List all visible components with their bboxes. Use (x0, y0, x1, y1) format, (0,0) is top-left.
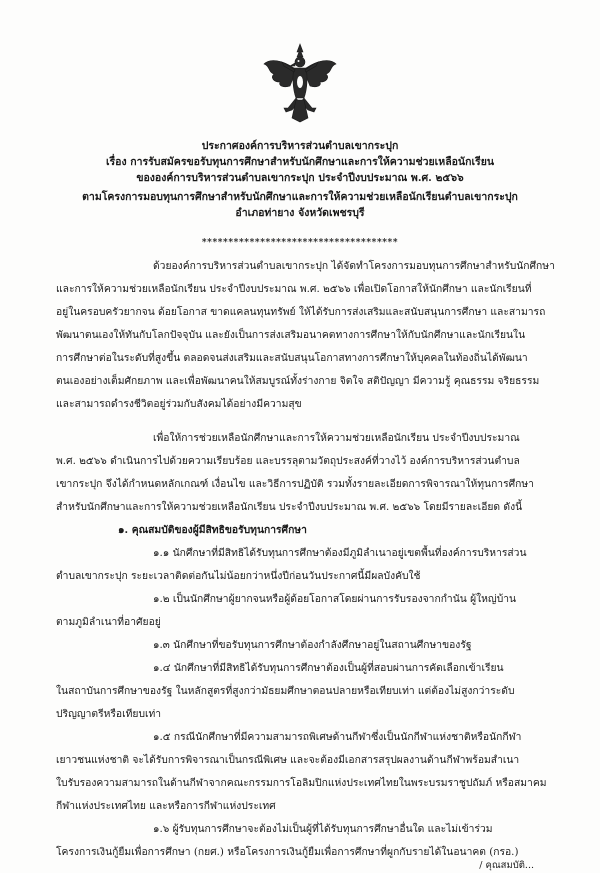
list-item: ๑.๔ นักศึกษาที่มีสิทธิได้รับทุนการศึกษาต้องเป็นผู้ที่สอบผ่านการคัดเลือกเข้าเรียน (153, 662, 504, 674)
paragraph-line: การศึกษาต่อในระดับที่สูงขึ้น ตลอดจนส่งเสริมและสนับสนุนโอกาสทางการศึกษาให้บุคคลในท้องถิ่นได้พัฒนา (56, 352, 528, 364)
list-item: ในสถาบันการศึกษาของรัฐ ในหลักสูตรที่สูงกว่ามัธยมศึกษาตอนปลายหรือเทียบเท่า แต่ต้องไม่สูงกว่าระดับ (56, 685, 515, 697)
paragraph-line: สำหรับนักศึกษาและการให้ความช่วยเหลือนักเรียน ประจำปีงบประมาณ พ.ศ. ๒๕๖๖ โดยมีรายละเอียด ดังนี้ (56, 501, 523, 513)
list-item: ๑.๓ นักศึกษาที่ขอรับทุนการศึกษาต้องกำลังศึกษาอยู่ในสถานศึกษาของรัฐ (153, 639, 472, 651)
paragraph-line: และสามารถดำรงชีวิตอยู่ร่วมกับสังคมได้อย่างมีความสุข (56, 398, 302, 410)
continuation-note: / คุณสมบัติ... (479, 860, 534, 871)
list-item: โครงการเงินกู้ยืมเพื่อการศึกษา (กยศ.) หรือโครงการเงินกู้ยืมเพื่อการศึกษาที่ผูกกับรายได้ในอนาคต (กรอ.) (56, 846, 519, 858)
paragraph-line: ตนเองอย่างเต็มศักยภาพ และเพื่อพัฒนาคนให้สมบูรณ์ทั้งร่างกาย จิตใจ สติปัญญา มีความรู้ คุณธรรม จริยธรรม (56, 375, 540, 387)
subject-line-2: ขององค์การบริหารส่วนตำบลเขากระปุก ประจำปีงบประมาณ พ.ศ. ๒๕๖๖ (136, 172, 464, 184)
section-heading: ๑. คุณสมบัติของผู้มีสิทธิขอรับทุนการศึกษา (118, 524, 307, 536)
list-item: ๑.๕ กรณีนักศึกษาที่มีความสามารถพิเศษด้านกีฬาซึ่งเป็นนักกีฬาแห่งชาติหรือนักกีฬา (153, 731, 522, 743)
list-item: เยาวชนแห่งชาติ จะได้รับการพิจารณาเป็นกรณีพิเศษ และจะต้องมีเอกสารสรุปผลงานด้านกีฬาพร้อมสำเนา (56, 754, 520, 766)
list-item: ๑.๖ ผู้รับทุนการศึกษาจะต้องไม่เป็นผู้ที่ได้รับทุนการศึกษาอื่นใด และไม่เข้าร่วม (153, 823, 493, 835)
list-item: ๑.๒ เป็นนักศึกษาผู้ยากจนหรือผู้ด้อยโอกาสโดยผ่านการรับรองจากกำนัน ผู้ใหญ่บ้าน (153, 593, 517, 605)
announcement-title: ประกาศองค์การบริหารส่วนตำบลเขากระปุก (201, 140, 399, 152)
list-item: กีฬาแห่งประเทศไทย และหรือการกีฬาแห่งประเทศ (56, 800, 276, 812)
subject-line: เรื่อง การรับสมัครขอรับทุนการศึกษาสำหรับนักศึกษาและการให้ความช่วยเหลือนักเรียน (105, 156, 495, 168)
paragraph-line: เขากระปุก จึงได้กำหนดหลักเกณฑ์ เงื่อนไข และวิธีการปฏิบัติ รวมทั้งรายละเอียดการพิจารณาให้ทุนการศึกษา (56, 478, 534, 490)
paragraph-line: อยู่ในครอบครัวยากจน ด้อยโอกาส ขาดแคลนทุนทรัพย์ ให้ได้รับการส่งเสริมและสนับสนุนการศึกษา และสามารถ (56, 306, 546, 318)
list-item: ใบรับรองความสามารถในด้านกีฬาจากคณะกรรมการโอลิมปิกแห่งประเทศไทยในพระบรมราชูปถัมภ์ หรือสมาคม (56, 777, 547, 789)
paragraph-line: พ.ศ. ๒๕๖๖ ดำเนินการไปด้วยความเรียบร้อย และบรรลุตามวัตถุประสงค์ที่วางไว้ องค์การบริหารส่วนตำบล (56, 455, 520, 467)
separator: ************************************* (201, 238, 399, 248)
list-item: ตามภูมิลำเนาที่อาศัยอยู่ (56, 616, 161, 628)
list-item: ปริญญาตรีหรือเทียบเท่า (56, 708, 162, 720)
project-line: ตามโครงการมอบทุนการศึกษาสำหรับนักศึกษาและการให้ความช่วยเหลือนักเรียนตำบลเขากระปุก (82, 191, 518, 203)
list-item: ๑.๑ นักศึกษาที่มีสิทธิได้รับทุนการศึกษาต้องมีภูมิลำเนาอยู่เขตพื้นที่องค์การบริหารส่วน (153, 547, 527, 559)
location-line: อำเภอท่ายาง จังหวัดเพชรบุรี (235, 207, 365, 219)
paragraph-line: พัฒนาตนเองให้ทันกับโลกปัจจุบัน และยังเป็นการส่งเสริมอนาคตทางการศึกษาให้กับนักศึกษาและนักเรียนใน (56, 329, 526, 341)
paragraph-line: ด้วยองค์การบริหารส่วนตำบลเขากระปุก ได้จัดทำโครงการมอบทุนการศึกษาสำหรับนักศึกษา (153, 260, 555, 272)
paragraph-line: และการให้ความช่วยเหลือนักเรียน ประจำปีงบประมาณ พ.ศ. ๒๕๖๖ เพื่อเปิดโอกาสให้นักศึกษา และนักเรียนที่ (56, 283, 532, 295)
list-item: ตำบลเขากระปุก ระยะเวลาติดต่อกันไม่น้อยกว่าหนึ่งปีก่อนวันประกาศนี้มีผลบังคับใช้ (56, 570, 421, 582)
garuda-emblem-icon (262, 42, 338, 124)
paragraph-line: เพื่อให้การช่วยเหลือนักศึกษาและการให้ความช่วยเหลือนักเรียน ประจำปีงบประมาณ (153, 432, 520, 444)
